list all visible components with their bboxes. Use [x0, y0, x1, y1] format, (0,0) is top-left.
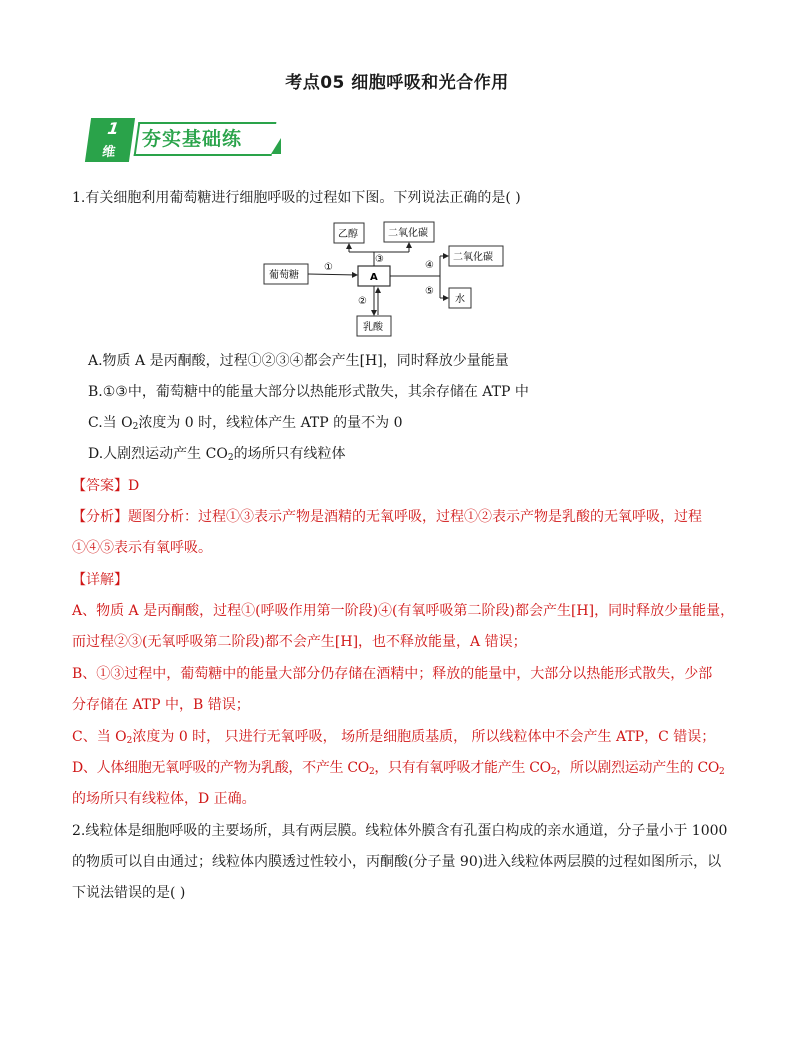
- q1-detail-d-line-1: D、人体细胞无氧呼吸的产物为乳酸，不产生 $CO_2$，只有有氧呼吸才能产生 $CO_2$，所以剧烈运动产生的 $CO_2$: [72, 760, 725, 777]
- step-4-label: ④: [425, 260, 434, 271]
- q2-stem-line-1: 2.线粒体是细胞呼吸的主要场所，具有两层膜。线粒体外膜含有孔蛋白构成的亲水通道，分子量小于 1000: [72, 823, 728, 839]
- q1-detail-b-line-1: B、①③过程中，葡萄糖中的能量大部分仍存储在酒精中；释放的能量中，大部分以热能形式散失，少部: [72, 666, 713, 682]
- banner-badge: [85, 118, 135, 162]
- section-banner: [88, 114, 288, 166]
- q1-answer: 【答案】D: [72, 478, 140, 494]
- q1-option-d: D.人剧烈运动产生 $CO_2$的场所只有线粒体: [88, 446, 346, 463]
- respiration-diagram: [262, 218, 512, 343]
- banner-text: 夯实基础练: [142, 128, 243, 150]
- q1-detail-heading: 【详解】: [72, 572, 128, 588]
- q1-detail-b-line-2: 分存储在 ATP 中，B 错误；: [72, 697, 250, 713]
- banner-wei: 维: [101, 145, 117, 160]
- q1-option-b: B.①③中，葡萄糖中的能量大部分以热能形式散失，其余存储在 ATP 中: [88, 384, 529, 400]
- q1-detail-a-line-1: A、物质 A 是丙酮酸，过程①(呼吸作用第一阶段)④(有氧呼吸第二阶段)都会产生[H]，同时释放少量能量，: [72, 603, 735, 619]
- step-3-label: ③: [375, 254, 384, 265]
- step-1-label: ①: [324, 262, 333, 273]
- page-title: 考点05 细胞呼吸和光合作用: [285, 73, 509, 93]
- q1-detail-c: C、当 $O_2$浓度为 0 时， 只进行无氧呼吸， 场所是细胞质基质， 所以线粒体中不会产生 ATP，C 错误；: [72, 729, 716, 746]
- glucose-label: 葡萄糖: [269, 270, 299, 281]
- q1-detail-d-line-2: 的场所只有线粒体，D 正确。: [72, 791, 256, 807]
- q2-stem-line-2: 的物质可以自由通过；线粒体内膜透过性较小，丙酮酸(分子量 90)进入线粒体两层膜的过程如图所示，以: [72, 854, 722, 870]
- q1-detail-a-line-2: 而过程②③(无氧呼吸第二阶段)都不会产生[H]，也不释放能量，A 错误；: [72, 634, 527, 650]
- q2-stem-line-3: 下说法错误的是( ): [72, 885, 186, 901]
- q1-option-a: A.物质 A 是丙酮酸，过程①②③④都会产生[H]，同时释放少量能量: [88, 353, 509, 369]
- q1-analysis-line-1: 【分析】题图分析：过程①③表示产物是酒精的无氧呼吸，过程①②表示产物是乳酸的无氧呼吸，过程: [72, 509, 702, 525]
- q1-option-c: C.当 $O_2$浓度为 0 时，线粒体产生 ATP 的量不为 0: [88, 415, 403, 432]
- banner-triangle: [271, 138, 281, 154]
- lactic-label: 乳酸: [363, 322, 383, 333]
- co2-top-label: 二氧化碳: [388, 228, 428, 239]
- step-2-label: ②: [358, 296, 367, 307]
- a-label: A: [370, 272, 378, 283]
- ethanol-label: 乙醇: [338, 229, 358, 240]
- water-label: 水: [455, 294, 465, 305]
- q1-analysis-line-2: ①④⑤表示有氧呼吸。: [72, 540, 212, 556]
- co2-right-label: 二氧化碳: [453, 252, 493, 263]
- banner-number: 1: [106, 119, 121, 138]
- q1-stem: 1.有关细胞利用葡萄糖进行细胞呼吸的过程如下图。下列说法正确的是( ): [72, 190, 521, 206]
- step-5-label: ⑤: [425, 286, 434, 297]
